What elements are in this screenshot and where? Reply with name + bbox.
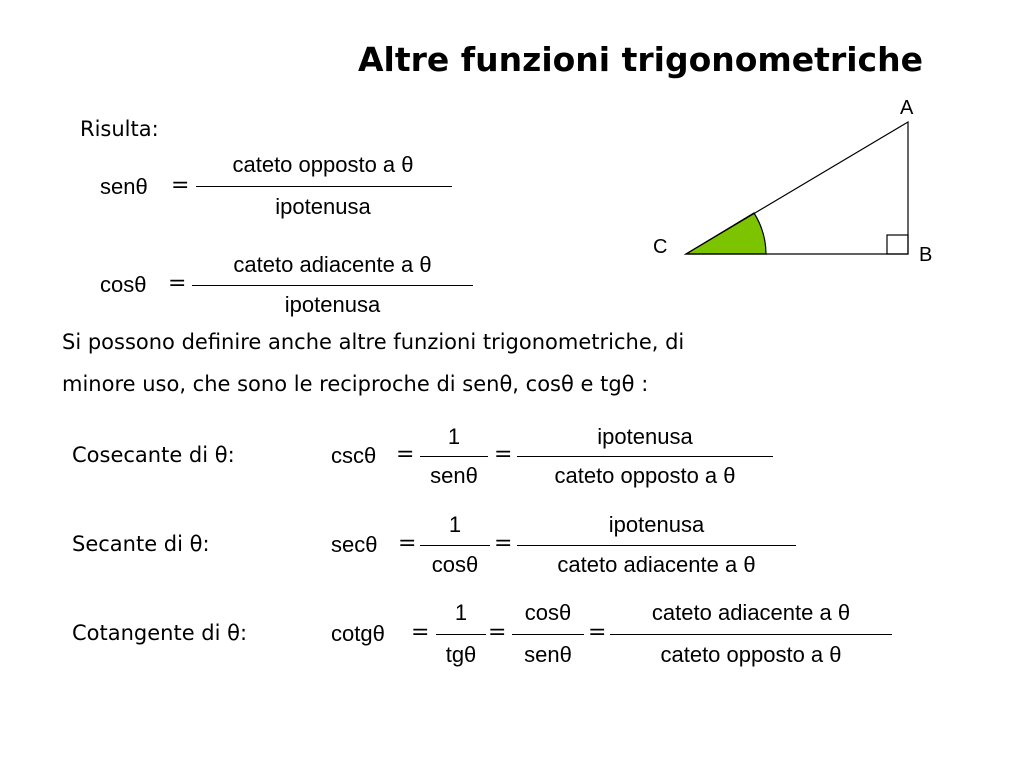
paragraph-line-2: minore uso, che sono le reciproche di senθ, cosθ e tgθ : — [62, 372, 649, 396]
vertex-b-label: B — [919, 244, 933, 266]
vertex-a-label: A — [900, 97, 914, 119]
paragraph-line-1: Si possono definire anche altre funzioni trigonometriche, di — [62, 330, 685, 354]
sen-numerator: cateto opposto a θ — [232, 152, 414, 177]
sen-equals: = — [171, 173, 190, 198]
cotg-f3-bar — [610, 634, 892, 635]
csc-f1-denominator: senθ — [430, 463, 478, 488]
cotg-f1-numerator: 1 — [454, 600, 468, 625]
sec-f1-numerator: 1 — [448, 512, 462, 537]
sen-denominator: ipotenusa — [275, 194, 371, 219]
sec-f2-bar — [517, 545, 796, 546]
cotg-f3-numerator: cateto adiacente a θ — [651, 600, 851, 625]
sec-equals-2: = — [494, 531, 513, 556]
cotg-f3-denominator: cateto opposto a θ — [660, 642, 842, 667]
vertex-c-label: C — [653, 236, 668, 258]
csc-f2-denominator: cateto opposto a θ — [554, 463, 736, 488]
cotg-f2-numerator: cosθ — [524, 600, 572, 625]
csc-lhs: cscθ — [331, 443, 377, 468]
right-angle-marker — [887, 235, 908, 254]
triangle-outline — [686, 122, 908, 254]
angle-theta-sector — [686, 213, 766, 254]
sec-equals-1: = — [398, 531, 417, 556]
cotangent-label: Cotangente di θ: — [72, 621, 248, 645]
cotg-equals-1: = — [411, 620, 430, 645]
sec-f2-denominator: cateto adiacente a θ — [557, 552, 756, 577]
secant-label: Secante di θ: — [72, 532, 210, 556]
csc-f2-bar — [517, 456, 773, 457]
cotg-f1-bar — [436, 634, 486, 635]
intro-label: Risulta: — [80, 117, 159, 141]
cotg-equals-3: = — [588, 620, 607, 645]
cos-numerator: cateto adiacente a θ — [233, 252, 432, 277]
csc-equals-1: = — [396, 442, 415, 467]
cos-denominator: ipotenusa — [284, 292, 381, 317]
cos-equals: = — [168, 271, 187, 296]
csc-equals-2: = — [494, 442, 513, 467]
csc-f2-numerator: ipotenusa — [597, 424, 693, 449]
csc-f1-bar — [420, 456, 488, 457]
cotg-f1-denominator: tgθ — [445, 642, 477, 667]
sec-f1-denominator: cosθ — [431, 552, 479, 577]
slide-title: Altre funzioni trigonometriche — [358, 40, 923, 79]
cotg-equals-2: = — [488, 620, 507, 645]
cotg-f2-denominator: senθ — [524, 642, 572, 667]
cos-lhs: cosθ — [100, 272, 147, 297]
cotg-lhs: cotgθ — [331, 621, 385, 646]
cotg-f2-bar — [512, 634, 584, 635]
sec-f1-bar — [420, 545, 490, 546]
sec-lhs: secθ — [331, 532, 378, 557]
sen-lhs: senθ — [100, 174, 148, 199]
sec-f2-numerator: ipotenusa — [608, 512, 705, 537]
csc-f1-numerator: 1 — [447, 424, 461, 449]
cosecant-label: Cosecante di θ: — [72, 443, 235, 467]
